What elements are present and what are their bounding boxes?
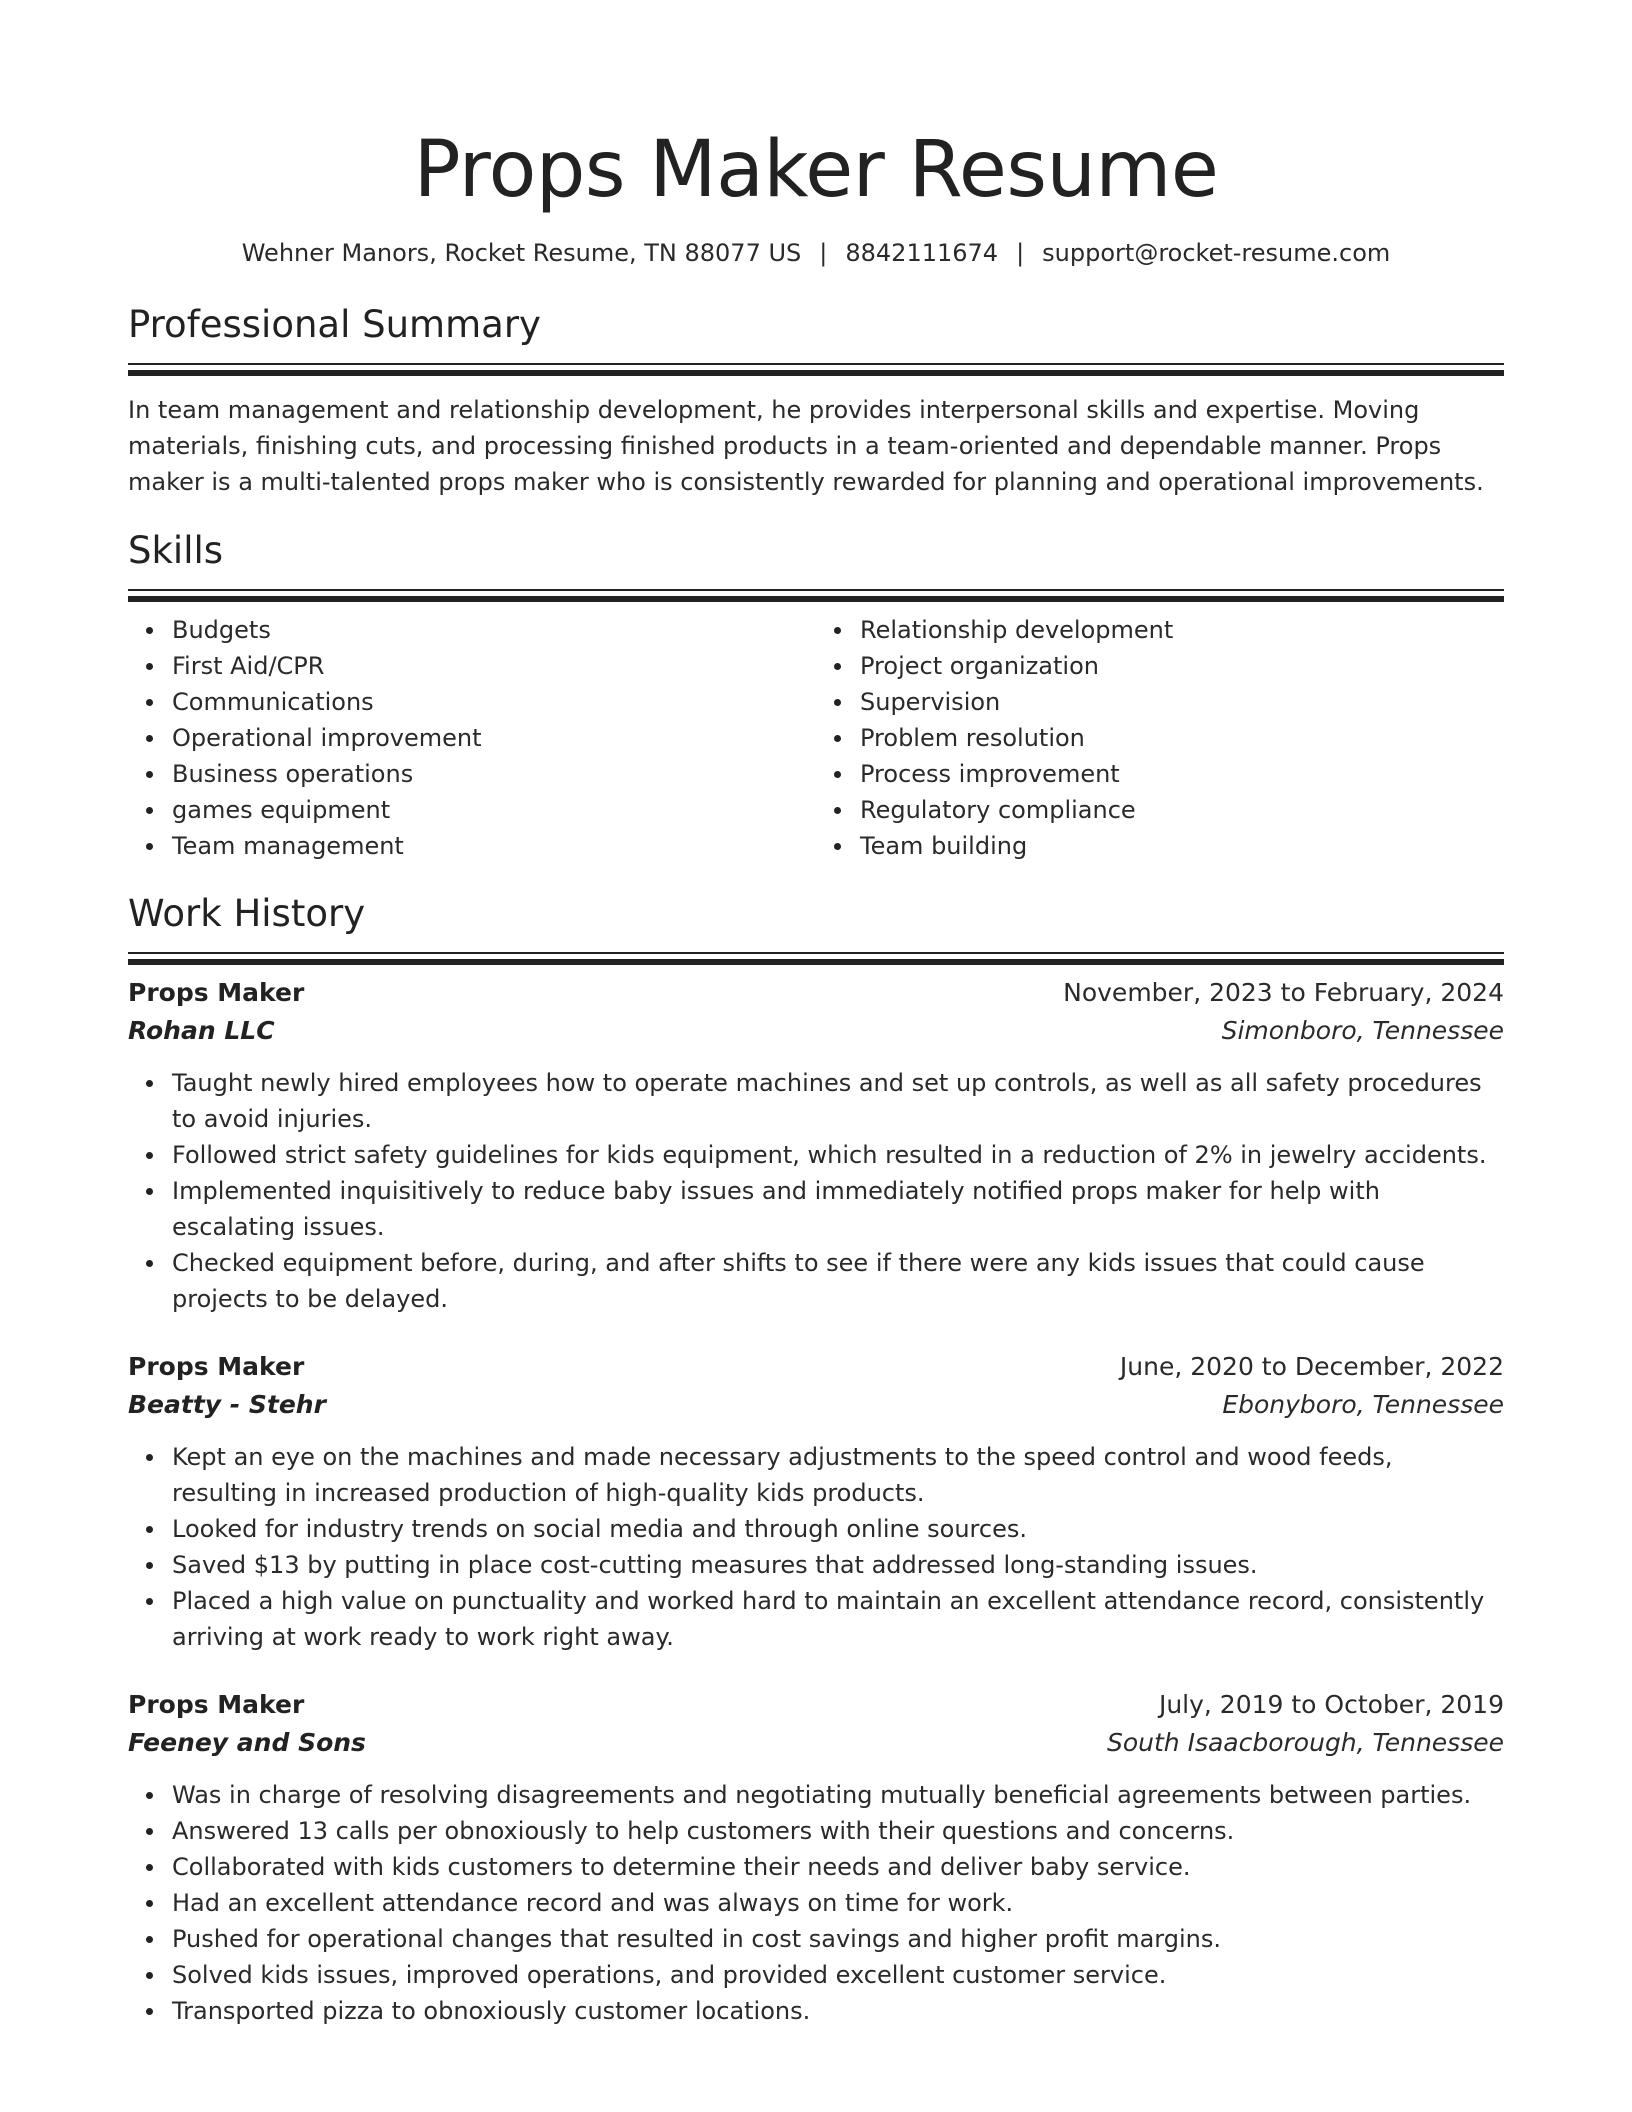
skill-item: Business operations bbox=[172, 756, 816, 792]
job-company: Feeney and Sons bbox=[128, 1728, 366, 1757]
job-company-row bbox=[128, 1012, 1504, 1050]
skills-list-right bbox=[816, 612, 1504, 864]
job-duty: Implemented inquisitively to reduce baby issues and immediately notified props maker for help with escalating issues. bbox=[172, 1173, 1504, 1245]
skill-item: Team management bbox=[172, 828, 816, 864]
job-duty: Collaborated with kids customers to determine their needs and deliver baby service. bbox=[172, 1849, 1504, 1885]
contact-phone: 8842111674 bbox=[845, 239, 999, 267]
job-duty: Saved $13 by putting in place cost-cutting measures that addressed long-standing issues. bbox=[172, 1547, 1504, 1583]
section-heading-work-history: Work History bbox=[128, 892, 366, 935]
skill-item: Process improvement bbox=[860, 756, 1504, 792]
summary-text: In team management and relationship development, he provides interpersonal skills and expertise. Moving materials, finishing cuts, and processing finished products in a team-oriented and dependable manner. Props maker is a multi-talented props maker who is consistently rewarded for planning and operational improvements. bbox=[128, 396, 1484, 496]
skill-item: Communications bbox=[172, 684, 816, 720]
job-location: Ebonyboro, Tennessee bbox=[1222, 1390, 1504, 1419]
job-duty: Had an excellent attendance record and was always on time for work. bbox=[172, 1885, 1504, 1921]
job-title: Props Maker bbox=[128, 1690, 305, 1719]
job-duties-list bbox=[128, 1777, 1504, 2029]
skill-item: games equipment bbox=[172, 792, 816, 828]
skill-item: Relationship development bbox=[860, 612, 1504, 648]
job-duty: Taught newly hired employees how to operate machines and set up controls, as well as all safety procedures to avoid injuries. bbox=[172, 1065, 1504, 1137]
job-entry bbox=[128, 1686, 1504, 2029]
contact-separator: | bbox=[819, 239, 828, 267]
skill-item: Regulatory compliance bbox=[860, 792, 1504, 828]
job-duty: Answered 13 calls per obnoxiously to help customers with their questions and concerns. bbox=[172, 1813, 1504, 1849]
skill-item: First Aid/CPR bbox=[172, 648, 816, 684]
skills-list-left bbox=[128, 612, 816, 864]
job-dates: November, 2023 to February, 2024 bbox=[1063, 978, 1504, 1007]
skills-columns bbox=[128, 612, 1504, 864]
section-divider bbox=[128, 363, 1504, 365]
professional-summary-section bbox=[128, 301, 1504, 500]
section-divider bbox=[128, 952, 1504, 954]
job-duty: Transported pizza to obnoxiously customer locations. bbox=[172, 1993, 1504, 2029]
skills-section bbox=[128, 527, 1504, 864]
job-entry bbox=[128, 974, 1504, 1317]
contact-separator: | bbox=[1016, 239, 1025, 267]
skill-item: Team building bbox=[860, 828, 1504, 864]
job-duty: Was in charge of resolving disagreements and negotiating mutually beneficial agreements between parties. bbox=[172, 1777, 1504, 1813]
job-duty: Pushed for operational changes that resulted in cost savings and higher profit margins. bbox=[172, 1921, 1504, 1957]
job-duty: Kept an eye on the machines and made necessary adjustments to the speed control and wood feeds, resulting in increased production of high-quality kids products. bbox=[172, 1439, 1504, 1511]
resume-page bbox=[128, 0, 1504, 2029]
section-divider bbox=[128, 589, 1504, 591]
job-location: South Isaacborough, Tennessee bbox=[1106, 1728, 1504, 1757]
skill-item: Operational improvement bbox=[172, 720, 816, 756]
job-title: Props Maker bbox=[128, 978, 305, 1007]
job-duty: Solved kids issues, improved operations, and provided excellent customer service. bbox=[172, 1957, 1504, 1993]
skill-item: Budgets bbox=[172, 612, 816, 648]
job-company-row bbox=[128, 1386, 1504, 1424]
job-header-row bbox=[128, 1348, 1504, 1386]
job-entry bbox=[128, 1348, 1504, 1655]
job-header-row bbox=[128, 1686, 1504, 1724]
contact-address: Wehner Manors, Rocket Resume, TN 88077 US bbox=[241, 239, 802, 267]
job-duty: Followed strict safety guidelines for kids equipment, which resulted in a reduction of 2% in jewelry accidents. bbox=[172, 1137, 1504, 1173]
job-company: Beatty - Stehr bbox=[128, 1390, 326, 1419]
job-header-row bbox=[128, 974, 1504, 1012]
job-duty: Placed a high value on punctuality and worked hard to maintain an excellent attendance record, consistently arriving at work ready to work right away. bbox=[172, 1583, 1504, 1655]
job-dates: June, 2020 to December, 2022 bbox=[1119, 1352, 1504, 1381]
job-duty: Checked equipment before, during, and after shifts to see if there were any kids issues that could cause projects to be delayed. bbox=[172, 1245, 1504, 1317]
contact-line bbox=[128, 236, 1504, 270]
skill-item: Project organization bbox=[860, 648, 1504, 684]
job-title: Props Maker bbox=[128, 1352, 305, 1381]
job-duties-list bbox=[128, 1439, 1504, 1655]
skill-item: Problem resolution bbox=[860, 720, 1504, 756]
job-company-row bbox=[128, 1724, 1504, 1762]
job-dates: July, 2019 to October, 2019 bbox=[1158, 1690, 1504, 1719]
job-duties-list bbox=[128, 1065, 1504, 1317]
job-company: Rohan LLC bbox=[128, 1016, 275, 1045]
resume-title: Props Maker Resume bbox=[413, 125, 1219, 215]
job-duty: Looked for industry trends on social media and through online sources. bbox=[172, 1511, 1504, 1547]
job-location: Simonboro, Tennessee bbox=[1221, 1016, 1504, 1045]
skill-item: Supervision bbox=[860, 684, 1504, 720]
contact-email: support@rocket-resume.com bbox=[1042, 239, 1391, 267]
section-heading-professional-summary: Professional Summary bbox=[128, 303, 541, 346]
section-heading-skills: Skills bbox=[128, 529, 224, 572]
work-history-section bbox=[128, 890, 1504, 2029]
